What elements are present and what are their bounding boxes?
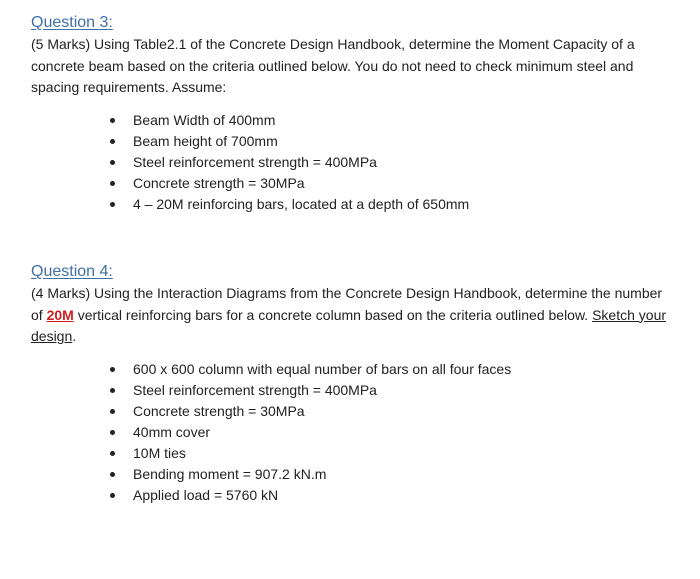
list-item-text: 40mm cover <box>133 423 211 440</box>
question-4-prompt <box>31 283 696 348</box>
list-item <box>104 443 700 464</box>
sketch-instruction: Sketch your <box>592 306 667 323</box>
bullet-icon <box>110 493 115 498</box>
bullet-icon <box>110 409 115 414</box>
prompt-text: vertical reinforcing bars for a concrete column based on the criteria outlined below. <box>73 306 593 323</box>
question-4-section <box>31 261 696 506</box>
question-4-criteria-list <box>104 359 700 506</box>
question-4-prompt-line: (4 Marks) Using the Interaction Diagrams from the Concrete Design Handbook, determine the number <box>31 285 663 301</box>
bullet-icon <box>110 451 115 456</box>
list-item-text: 10M ties <box>133 444 186 461</box>
sketch-instruction: design <box>31 328 73 344</box>
list-item-text: Concrete strength = 30MPa <box>133 174 305 191</box>
list-item <box>104 131 700 152</box>
bullet-icon <box>110 160 115 165</box>
bullet-icon <box>110 367 115 372</box>
list-item <box>104 422 700 443</box>
list-item <box>104 380 700 401</box>
list-item <box>104 152 700 173</box>
list-item-text: 4 – 20M reinforcing bars, located at a depth of 650mm <box>133 195 470 212</box>
bullet-icon <box>110 430 115 435</box>
list-item <box>104 110 700 131</box>
question-3-section <box>31 12 696 215</box>
bullet-icon <box>110 202 115 207</box>
list-item-text: Steel reinforcement strength = 400MPa <box>133 153 377 170</box>
question-3-prompt-line: (5 Marks) Using Table2.1 of the Concrete Design Handbook, determine the Moment Capacity of a <box>31 36 635 52</box>
list-item-text: Applied load = 5760 kN <box>133 486 279 503</box>
bullet-icon <box>110 181 115 186</box>
list-item-text: Concrete strength = 30MPa <box>133 402 305 419</box>
list-item-text: Steel reinforcement strength = 400MPa <box>133 381 377 398</box>
question-4-prompt-line <box>31 305 696 327</box>
list-item-text: Bending moment = 907.2 kN.m <box>133 465 327 482</box>
question-4-prompt-line <box>31 326 696 348</box>
list-item-text: Beam height of 700mm <box>133 132 278 149</box>
list-item <box>104 485 700 506</box>
list-item <box>104 359 700 380</box>
question-3-heading: Question 3: <box>31 14 113 31</box>
bullet-icon <box>110 139 115 144</box>
bullet-icon <box>110 118 115 123</box>
list-item <box>104 464 700 485</box>
bullet-icon <box>110 472 115 477</box>
list-item-text: 600 x 600 column with equal number of bars on all four faces <box>133 360 512 377</box>
bullet-icon <box>110 388 115 393</box>
question-3-prompt <box>31 34 696 99</box>
bar-size-highlight: 20M <box>46 306 74 323</box>
question-4-heading: Question 4: <box>31 263 113 280</box>
question-3-assumptions-list <box>104 110 700 215</box>
prompt-text: of <box>31 306 47 323</box>
list-item <box>104 194 700 215</box>
list-item <box>104 401 700 422</box>
question-3-prompt-line: spacing requirements. Assume: <box>31 79 227 95</box>
prompt-text: . <box>72 328 77 344</box>
question-3-prompt-line: concrete beam based on the criteria outlined below. You do not need to check minimum steel and <box>31 57 634 74</box>
list-item <box>104 173 700 194</box>
list-item-text: Beam Width of 400mm <box>133 111 276 128</box>
